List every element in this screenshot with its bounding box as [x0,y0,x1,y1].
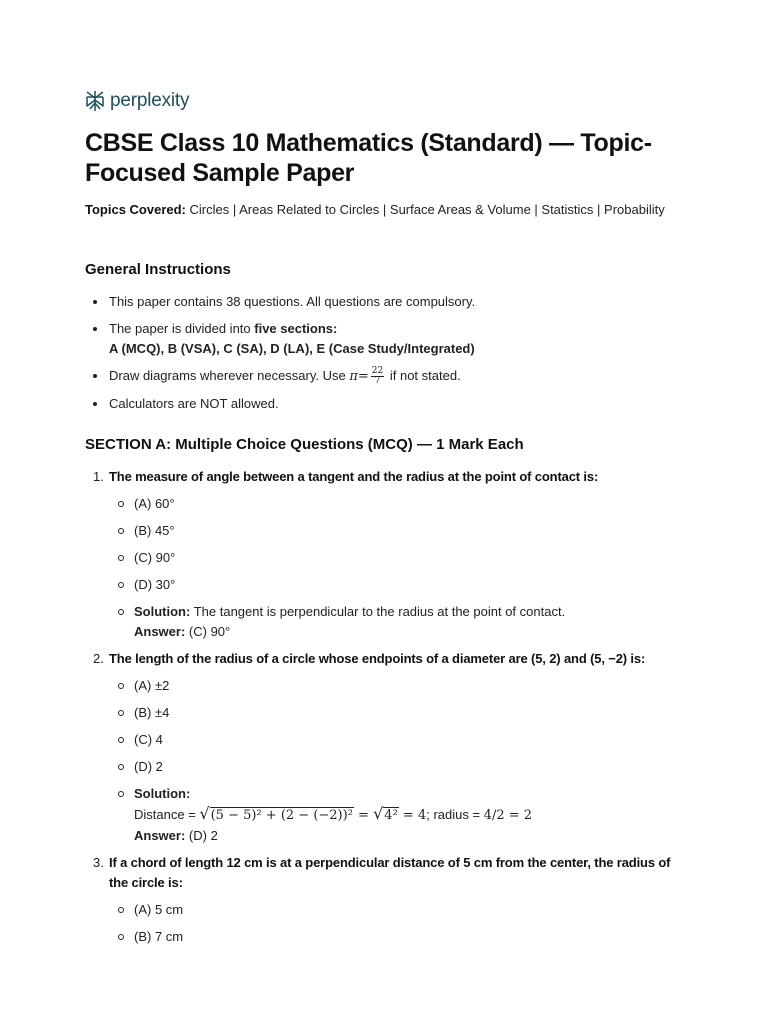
solution-label: Solution: [134,604,191,619]
instruction-item [85,394,685,414]
option-item: (D) 2 [109,757,685,777]
option-item: (D) 30° [109,575,685,595]
topics-list: Circles | Areas Related to Circles | Surface Areas & Volume | Statistics | Probability [189,202,665,217]
sections-list: A (MCQ), B (VSA), C (SA), D (LA), E (Case Study/Integrated) [109,341,475,356]
fraction-numerator: 22 [371,366,384,377]
sqrt-expression: (5 − 5)² + (2 − (−2))² [210,808,353,823]
fraction-denominator: 7 [374,376,381,387]
question-3 [85,853,685,947]
solution-item [109,784,685,846]
equals-sign: = [357,369,369,384]
section-a-heading: SECTION A: Multiple Choice Questions (MCQ) — 1 Mark Each [85,436,524,453]
general-instructions-list [85,292,685,421]
topics-covered [85,200,685,220]
answer-label: Answer: [134,624,186,639]
solution-text: The tangent is perpendicular to the radius at the point of contact. [193,604,566,619]
question-1 [85,467,685,642]
sqrt-four-squared: √4² [373,804,398,823]
equals-sign: = [353,808,374,823]
distance-label: Distance = [134,807,200,822]
question-text: The length of the radius of a circle whose endpoints of a diameter are (5, 2) and (5, −2) is: [109,651,646,666]
question-text: The measure of angle between a tangent and the radius at the point of contact is: [109,469,599,484]
distance-result: = 4 [398,808,427,823]
brand-name: perplexity [110,90,190,111]
instruction-item [85,319,685,359]
solution-label: Solution: [134,786,191,801]
distance-sqrt: √(5 − 5)² + (2 − (−2))² [199,804,353,823]
question-number: 1. [93,469,104,484]
question-number: 2. [93,651,104,666]
brand-logo[interactable] [85,90,189,112]
perplexity-logo-icon [85,90,105,112]
question-number: 3. [93,855,104,870]
options-list [109,494,685,642]
instruction-text: Calculators are NOT allowed. [109,396,279,411]
instruction-item [85,366,685,387]
instruction-item [85,292,685,312]
answer-text: (C) 90° [188,624,231,639]
pi-symbol: π [349,369,358,384]
option-item: (A) 60° [109,494,685,514]
question-text: If a chord of length 12 cm is at a perpendicular distance of 5 cm from the center, the radius of the circle is: [109,855,671,890]
answer-text: (D) 2 [188,828,218,843]
instruction-text: The paper is divided into [109,321,255,336]
topics-label: Topics Covered: [85,202,186,217]
instruction-text: Draw diagrams wherever necessary. Use [109,368,350,383]
question-list [85,467,685,954]
radius-label: ; radius = [426,807,484,822]
instruction-text: if not stated. [386,368,461,383]
solution-item [109,602,685,642]
option-item: (C) 90° [109,548,685,568]
pi-fraction [371,367,384,386]
answer-label: Answer: [134,828,186,843]
option-item: (B) ±4 [109,703,685,723]
question-2 [85,649,685,846]
sqrt-expression-2: 4² [384,808,398,823]
radius-expression: 4/2 = 2 [483,808,533,823]
option-item: (A) ±2 [109,676,685,696]
page-title: CBSE Class 10 Mathematics (Standard) — Topic-Focused Sample Paper [85,129,652,187]
instruction-text: This paper contains 38 questions. All questions are compulsory. [109,294,476,309]
option-item: (A) 5 cm [109,900,685,920]
instruction-bold: five sections: [254,321,338,336]
option-item: (C) 4 [109,730,685,750]
options-list [109,676,685,846]
option-item: (B) 45° [109,521,685,541]
general-instructions-heading: General Instructions [85,261,231,278]
options-list [109,900,685,947]
option-item: (B) 7 cm [109,927,685,947]
